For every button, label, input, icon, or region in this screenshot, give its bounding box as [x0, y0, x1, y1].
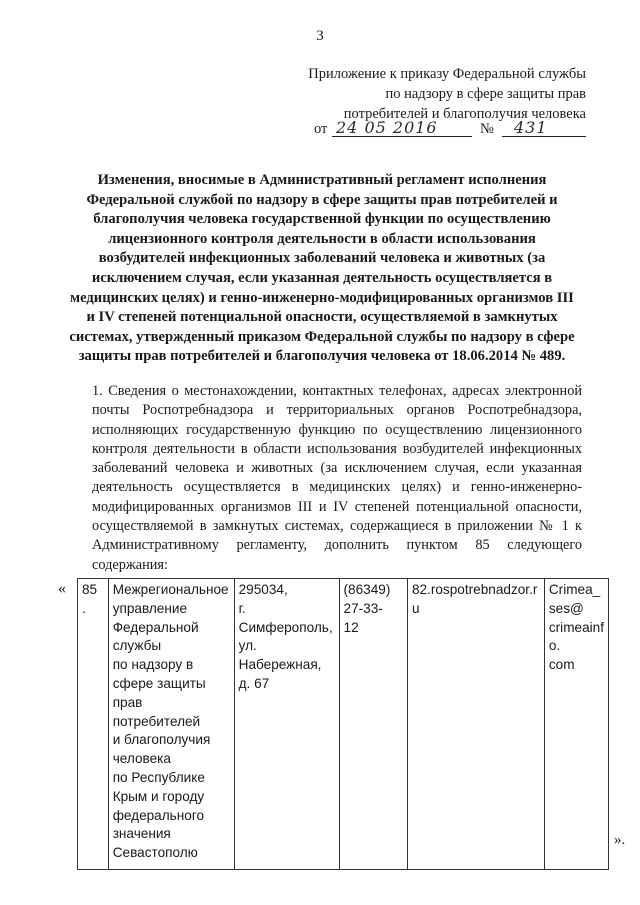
address-line: Набережная,: [238, 657, 322, 673]
org-line: Межрегиональное: [112, 582, 229, 597]
org-line: человека: [112, 751, 171, 767]
email-line: crimeainf: [548, 619, 604, 635]
org-line: Севастополю: [112, 845, 198, 861]
org-line: по надзору в: [112, 657, 194, 673]
org-line: управление: [112, 600, 188, 616]
row-number-dot: .: [82, 600, 86, 616]
org-line: Федеральной: [112, 619, 199, 635]
org-line: и благополучия: [112, 732, 211, 748]
org-line: федерального: [112, 807, 205, 823]
email-line: com: [548, 657, 575, 673]
contact-table: [77, 578, 609, 870]
handwritten-number: 431: [514, 118, 548, 137]
email-line: o.: [548, 638, 561, 654]
email-line: Crimea_: [548, 582, 601, 597]
org-line: по Республике: [112, 769, 205, 785]
date-prefix: от: [314, 121, 328, 137]
address-line: д. 67: [238, 675, 270, 691]
website-line: 82.rospotrebnadzor.r: [411, 582, 538, 597]
order-date-number: [314, 118, 586, 140]
handwritten-date: 24 05 2016: [336, 118, 438, 137]
address-line: 295034,: [238, 582, 288, 597]
org-line: значения: [112, 826, 171, 842]
appendix-line: потребителей и благополучия человека: [343, 106, 586, 122]
quote-open: «: [58, 580, 66, 597]
org-line: службы: [112, 638, 162, 654]
document-title: Изменения, вносимые в Административный регламент исполнения Федеральной службой по надзору в сфере защиты прав потребителей и благополучия человека государственной функции по осуществлению лицензионного контроля деятельности в области использования возбудителей инфекционных заболеваний человека и животных (за исключением случая, если указанная деятельность осуществляется в медицинских целях) и генно-инженерно-модифицированных организмов III и IV степеней потенциальной опасности, осуществляемой в замкнутых системах, утвержденный приказом Федеральной службы по надзору в сфере защиты прав потребителей и благополучия человека от 18.06.2014 № 489.: [69, 172, 575, 365]
appendix-line: по надзору в сфере защиты прав: [385, 86, 586, 102]
website-line: u: [411, 600, 420, 616]
table-row: [78, 579, 609, 870]
row-number: 85: [82, 582, 98, 597]
address-line: Симферополь,: [238, 619, 333, 635]
cell-organization: [108, 579, 234, 870]
phone-line: (86349): [343, 582, 391, 597]
quote-close: ».: [614, 832, 626, 848]
address-line: г.: [238, 600, 246, 616]
phone-line: 27-33-: [343, 600, 383, 616]
cell-phone: [339, 579, 407, 870]
appendix-line: Приложение к приказу Федеральной службы: [308, 66, 586, 82]
org-line: Крым и городу: [112, 788, 205, 804]
email-line: ses@: [548, 600, 584, 616]
org-line: прав: [112, 694, 143, 710]
appendix-header: [256, 64, 586, 124]
cell-number: [78, 579, 109, 870]
number-prefix: №: [480, 121, 494, 137]
body-paragraph: 1. Сведения о местонахождении, контактных телефонах, адресах электронной почты Роспотребнадзора и территориальных органов Роспотребнадзора, исполняющих государственную функцию по осуществлению лицензионного контроля деятельности в области использования возбудителей инфекционных заболеваний человека и животных (за исключением случая, если указанная деятельность осуществляется в медицинских целях) и генно-инженерно-модифицированных организмов III и IV степеней потенциальной опасности, осуществляемой в замкнутых системах, содержащиеся в приложении № 1 к Административному регламенту, дополнить пунктом 85 следующего содержания:: [92, 383, 582, 573]
address-line: ул.: [238, 638, 257, 654]
cell-website: [407, 579, 544, 870]
cell-email: [544, 579, 608, 870]
phone-line: 12: [343, 619, 359, 635]
cell-address: [234, 579, 339, 870]
org-line: потребителей: [112, 713, 201, 729]
page-number: 3: [316, 28, 324, 44]
org-line: сфере защиты: [112, 675, 206, 691]
